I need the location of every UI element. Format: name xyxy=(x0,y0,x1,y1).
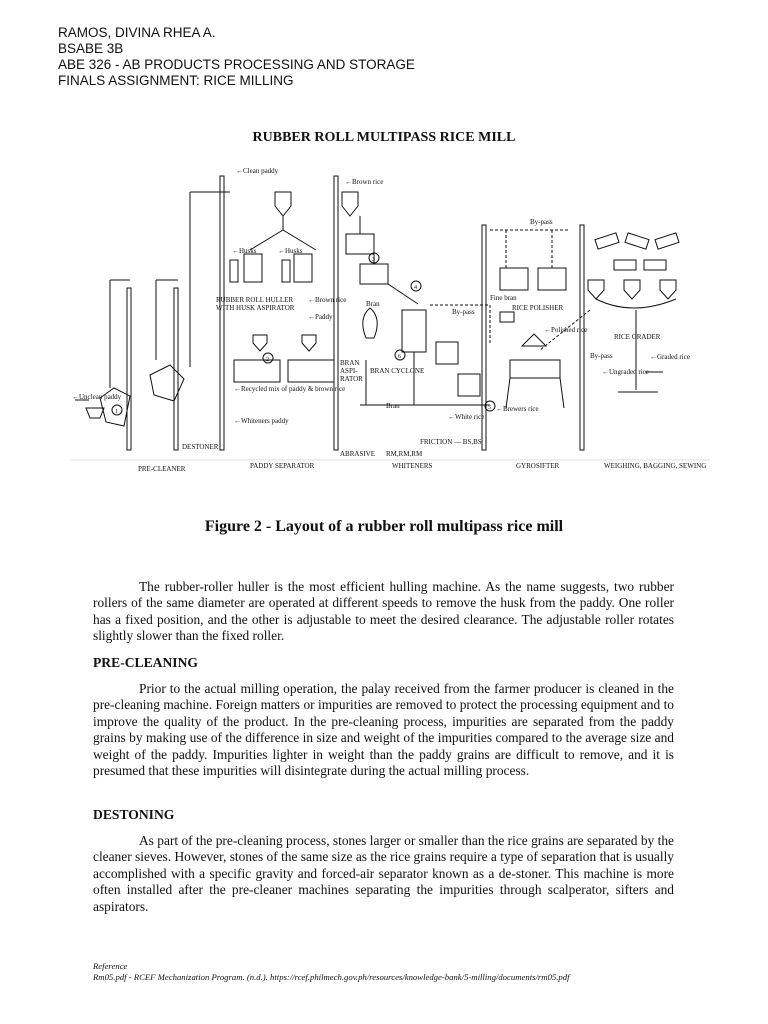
label-rm-codes: RM,RM,RM xyxy=(386,450,423,458)
label-clean-paddy: ←Clean paddy xyxy=(236,167,279,175)
label-huller-line2: WITH HUSK ASPIRATOR xyxy=(216,304,295,312)
label-friction: FRICTION — BS,BS xyxy=(420,438,482,446)
bran-cyclone xyxy=(402,310,426,352)
marker-6: 6 xyxy=(398,354,401,360)
unclean-paddy-bin xyxy=(86,408,104,418)
label-unclean-paddy: ←Unclean paddy xyxy=(72,393,122,401)
grader-hopper-1 xyxy=(588,280,604,299)
paragraph-pre-cleaning-text: Prior to the actual milling operation, the palay received from the farmer producer is cleaned in the pre-cleaning machine. Foreign matters or impurities are removed to protect the processing equipment and to improve the quality of the product. In the pre-cleaning process, impurities are separated from the paddy grains by making use of the difference in size and weight of the impurities compared to the average size and weight of the paddy. Impurities lighter in weight than the paddy grains are difficult to remove, and it is presumed that these impurities will disintegrate during the actual milling process. xyxy=(93,681,674,779)
paragraph-destoning xyxy=(93,833,674,915)
label-rice-polisher: RICE POLISHER xyxy=(512,304,564,312)
paddy-separator-hopper-2 xyxy=(302,335,316,351)
label-polished-rice: ←Polished rice xyxy=(544,326,588,334)
marker-5: 5 xyxy=(488,405,491,411)
paddy-separator-1 xyxy=(234,360,280,382)
reference-citation: Rm05.pdf - RCEF Mechanization Program. (n.d.). https://rcef.philmech.gov.ph/resources/knowledge-bank/5-milling/documents/rm05.pdf xyxy=(93,972,570,982)
label-graded-rice: ←Graded rice xyxy=(650,353,690,361)
label-by-pass-right: By-pass xyxy=(590,352,613,360)
rice-polisher-1 xyxy=(500,268,528,290)
label-fine-bran: Fine bran xyxy=(490,294,517,302)
label-brown-rice-2: ←Brown rice xyxy=(308,296,347,304)
huller-column-right xyxy=(334,176,338,450)
label-paddy-separator: PADDY SEPARATOR xyxy=(250,462,315,470)
label-bran-bottom: Bran xyxy=(386,402,400,410)
label-brown-rice: ←Brown rice xyxy=(345,178,384,186)
label-gyrosifter: GYROSIFTER xyxy=(516,462,560,470)
paddy-separator-hopper-1 xyxy=(253,335,267,351)
marker-3: 3 xyxy=(372,257,375,263)
huller-column-left xyxy=(220,176,224,450)
author-name: RAMOS, DIVINA RHEA A. xyxy=(58,25,216,40)
rice-mill-layout-diagram xyxy=(70,160,730,480)
label-paddy: ←Paddy xyxy=(308,313,333,321)
label-bran: Bran xyxy=(366,300,380,308)
assignment-title: FINALS ASSIGNMENT: RICE MILLING xyxy=(58,73,294,88)
label-abrasive: ABRASIVE xyxy=(340,450,376,458)
label-husks-1: ←Husks xyxy=(232,247,257,255)
label-whiteners: WHITENERS xyxy=(392,462,433,470)
rice-polisher-2 xyxy=(538,268,566,290)
whitener-4 xyxy=(458,374,480,396)
grader-hopper-3 xyxy=(660,280,676,299)
huller-2 xyxy=(294,254,312,282)
label-rice-grader: RICE GRADER xyxy=(614,333,661,341)
whitener-1 xyxy=(346,234,374,254)
paddy-separator-2 xyxy=(288,360,334,382)
gyrosifter-machine xyxy=(510,360,560,378)
label-weighing: WEIGHING, BAGGING, SEWING xyxy=(604,462,707,470)
label-recycled-mix: ←Recycled mix of paddy & brown rice xyxy=(234,385,346,393)
section-heading-destoning: DESTONING xyxy=(93,807,175,822)
figure-caption: Figure 2 - Layout of a rubber roll multipass rice mill xyxy=(204,518,564,535)
polisher-column-right xyxy=(580,225,584,450)
paragraph-intro xyxy=(93,579,674,645)
paragraph-destoning-text: As part of the pre-cleaning process, stones larger or smaller than the rice grains are separated by the cleaner sieves. However, stones of the same size as the rice grains require a type of separation that is usually accomplished with a specific gravity and forced-air separator known as a de-stoner. This machine is more often installed after the pre-cleaner machines separating the impurities through scalperator, sifters and aspirators. xyxy=(93,833,674,914)
label-by-pass-top: By-pass xyxy=(530,218,553,226)
label-bran-cyclone: BRAN CYCLONE xyxy=(370,367,425,375)
reference-block xyxy=(93,961,570,983)
course-title: ABE 326 - AB PRODUCTS PROCESSING AND STORAGE xyxy=(58,57,415,72)
label-brewers-rice: ←Brewers rice xyxy=(496,405,539,413)
label-pre-cleaner: PRE-CLEANER xyxy=(138,465,186,473)
huller-1 xyxy=(244,254,262,282)
label-bran-aspirator-1: BRAN xyxy=(340,359,360,367)
document-header xyxy=(58,25,415,89)
reference-label: Reference xyxy=(93,961,128,971)
whitener-3 xyxy=(436,342,458,364)
destoner-machine xyxy=(150,365,184,401)
marker-1: 1 xyxy=(115,409,118,415)
brown-rice-hopper xyxy=(342,192,358,216)
section-code: BSABE 3B xyxy=(58,41,124,56)
paragraph-pre-cleaning xyxy=(93,681,674,779)
label-bran-aspirator-2: ASPI- xyxy=(340,367,358,375)
pre-cleaner-column xyxy=(127,288,131,450)
marker-2: 2 xyxy=(266,357,269,363)
whitener-2 xyxy=(360,264,388,284)
marker-4: 4 xyxy=(414,285,417,291)
clean-paddy-hopper xyxy=(275,192,291,216)
label-destoner: DESTONER xyxy=(182,443,219,451)
document-title: RUBBER ROLL MULTIPASS RICE MILL xyxy=(252,130,516,145)
grader-hopper-2 xyxy=(624,280,640,299)
label-bran-aspirator-3: RATOR xyxy=(340,375,363,383)
label-husks-2: ←Husks xyxy=(278,247,303,255)
section-heading-pre-cleaning: PRE-CLEANING xyxy=(93,655,198,670)
label-whiteners-paddy: ←Whiteners paddy xyxy=(234,417,289,425)
paragraph-intro-text: The rubber-roller huller is the most efficient hulling machine. As the name suggests, two rubber rollers of the same diameter are operated at different speeds to remove the husk from the paddy. One roller has a fixed position, and the other is adjustable to meet the desired clearance. The adjustable roller rotates slightly slower than the fixed roller. xyxy=(93,579,674,644)
bran-aspirator xyxy=(363,308,377,338)
label-white-rice: ←White rice xyxy=(448,413,485,421)
label-by-pass-mid: By-pass xyxy=(452,308,475,316)
label-ungraded-rice: ←Ungraded rice xyxy=(602,368,649,376)
label-huller-line1: RUBBER ROLL HULLER xyxy=(216,296,294,304)
